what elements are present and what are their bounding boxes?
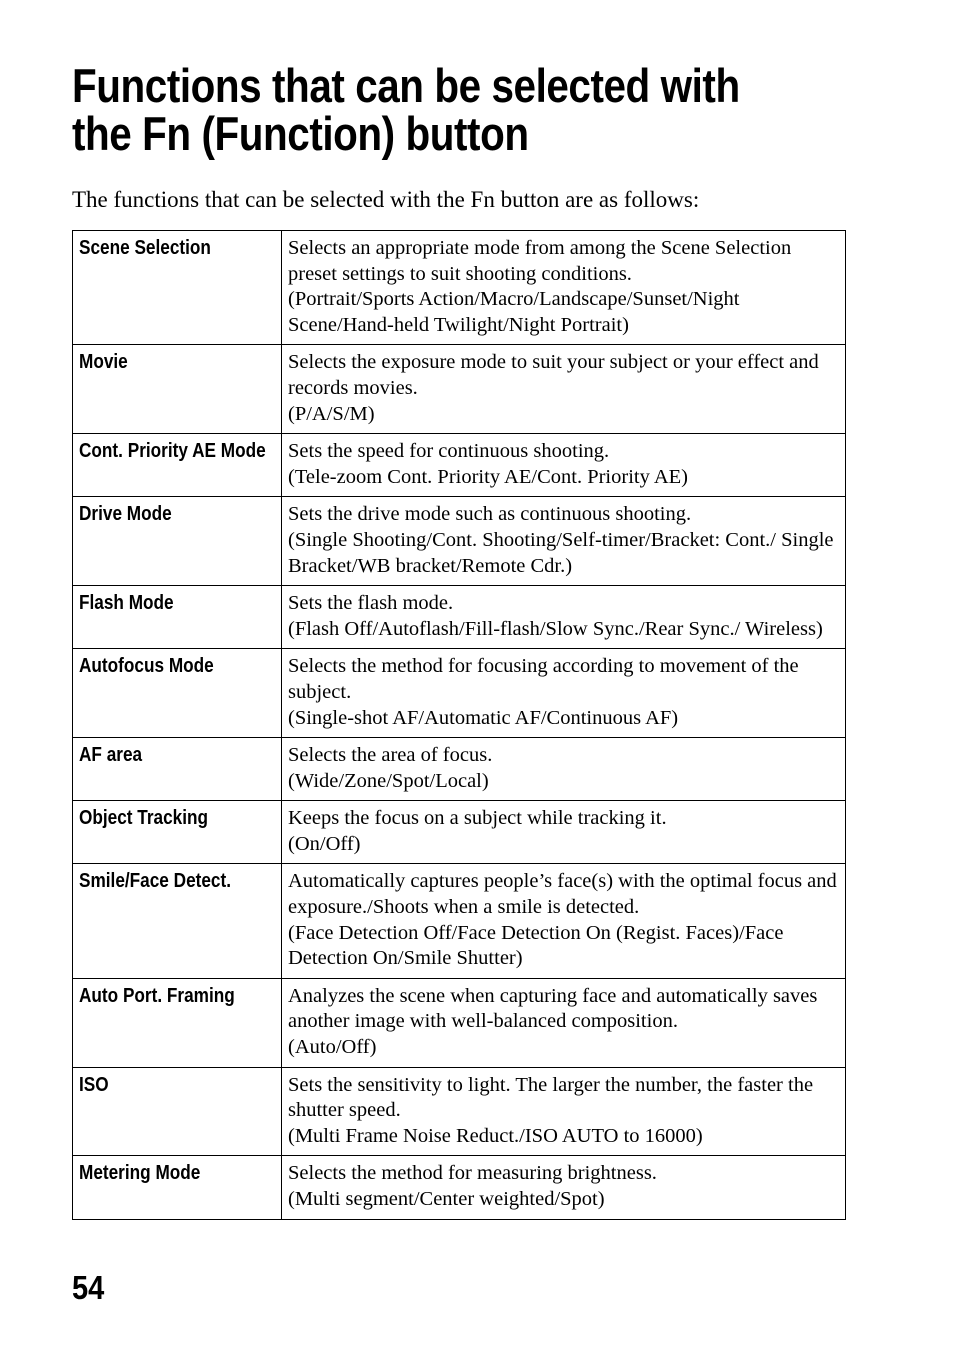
function-description: Keeps the focus on a subject while tracking it. [288, 807, 667, 830]
page-title-line-2: the Fn (Function) button [72, 107, 529, 160]
function-description: Selects an appropriate mode from among the Scene Selection preset settings to suit shooting conditions. [288, 237, 792, 285]
function-name-cell [73, 345, 282, 434]
function-name-cell [73, 801, 282, 864]
function-options: (Tele-zoom Cont. Priority AE/Cont. Priority AE) [288, 465, 688, 488]
function-description: Sets the drive mode such as continuous shooting. [288, 503, 692, 526]
function-options: (Single Shooting/Cont. Shooting/Self-timer/Bracket: Cont./ Single Bracket/WB bracket/Remote Cdr.) [288, 528, 834, 577]
table-row [73, 497, 846, 586]
function-description-cell [282, 978, 846, 1067]
function-name-cell [73, 864, 282, 978]
function-description: Selects the area of focus. [288, 744, 493, 767]
function-options: (Flash Off/Autoflash/Fill-flash/Slow Sync./Rear Sync./ Wireless) [288, 617, 823, 640]
table-row [73, 738, 846, 801]
function-name: ISO [79, 1073, 109, 1096]
table-row [73, 231, 846, 345]
function-name: Auto Port. Framing [79, 984, 235, 1007]
function-description-cell [282, 738, 846, 801]
table-row [73, 978, 846, 1067]
table-row [73, 1067, 846, 1156]
function-name-cell [73, 586, 282, 649]
function-name-cell [73, 231, 282, 345]
function-description: Automatically captures people’s face(s) with the optimal focus and exposure./Shoots when a smile is detected. [288, 870, 837, 919]
function-name: Smile/Face Detect. [79, 870, 232, 893]
table-row [73, 801, 846, 864]
function-description: Sets the flash mode. [288, 592, 454, 615]
function-description: Selects the method for measuring brightness. [288, 1162, 657, 1185]
function-description-cell [282, 864, 846, 978]
function-name: Metering Mode [79, 1162, 201, 1185]
function-description: Sets the sensitivity to light. The larger the number, the faster the shutter speed. [288, 1073, 814, 1122]
page-title [72, 59, 794, 160]
function-description-cell [282, 801, 846, 864]
table-row [73, 345, 846, 434]
table-row [73, 649, 846, 738]
function-options: (Multi segment/Center weighted/Spot) [288, 1188, 605, 1210]
function-options: (On/Off) [288, 832, 361, 855]
table-row [73, 434, 846, 497]
table-row [73, 586, 846, 649]
function-description: Selects the method for focusing according to movement of the subject. [288, 655, 799, 703]
function-description: Analyzes the scene when capturing face and automatically saves another image with well-balanced composition. [288, 984, 818, 1033]
function-name-cell [73, 649, 282, 738]
function-description-cell [282, 231, 846, 345]
function-name: Flash Mode [79, 592, 174, 615]
function-options: (Wide/Zone/Spot/Local) [288, 769, 489, 792]
function-name: Movie [79, 351, 128, 374]
function-description-cell [282, 345, 846, 434]
table-row [73, 1156, 846, 1219]
function-name-cell [73, 738, 282, 801]
intro-text: The functions that can be selected with the Fn button are as follows: [72, 187, 700, 212]
function-name-cell [73, 1067, 282, 1156]
function-description-cell [282, 434, 846, 497]
function-name: AF area [79, 744, 143, 767]
function-name: Autofocus Mode [79, 655, 214, 678]
function-options: (Multi Frame Noise Reduct./ISO AUTO to 16000) [288, 1124, 703, 1147]
page-title-line-1: Functions that can be selected with [72, 59, 740, 112]
function-name: Drive Mode [79, 503, 172, 526]
function-name-cell [73, 434, 282, 497]
functions-table [72, 230, 846, 1220]
function-name: Object Tracking [79, 807, 209, 830]
function-options: (Auto/Off) [288, 1036, 377, 1059]
function-description: Sets the speed for continuous shooting. [288, 440, 610, 463]
function-options: (Portrait/Sports Action/Macro/Landscape/Sunset/Night Scene/Hand-held Twilight/Night Portrait) [288, 288, 740, 336]
function-description-cell [282, 1156, 846, 1219]
function-description: Selects the exposure mode to suit your subject or your effect and records movies. [288, 351, 819, 399]
function-description-cell [282, 497, 846, 586]
function-description-cell [282, 586, 846, 649]
function-name-cell [73, 978, 282, 1067]
function-name: Cont. Priority AE Mode [79, 440, 266, 463]
table-row [73, 864, 846, 978]
functions-table-body [73, 231, 846, 1220]
page-number: 54 [72, 1269, 105, 1306]
function-name: Scene Selection [79, 237, 211, 259]
function-options: (P/A/S/M) [288, 402, 375, 425]
function-description-cell [282, 649, 846, 738]
function-description-cell [282, 1067, 846, 1156]
function-name-cell [73, 1156, 282, 1219]
function-options: (Single-shot AF/Automatic AF/Continuous AF) [288, 706, 679, 729]
function-name-cell [73, 497, 282, 586]
function-options: (Face Detection Off/Face Detection On (Regist. Faces)/Face Detection On/Smile Shutter) [288, 921, 784, 970]
